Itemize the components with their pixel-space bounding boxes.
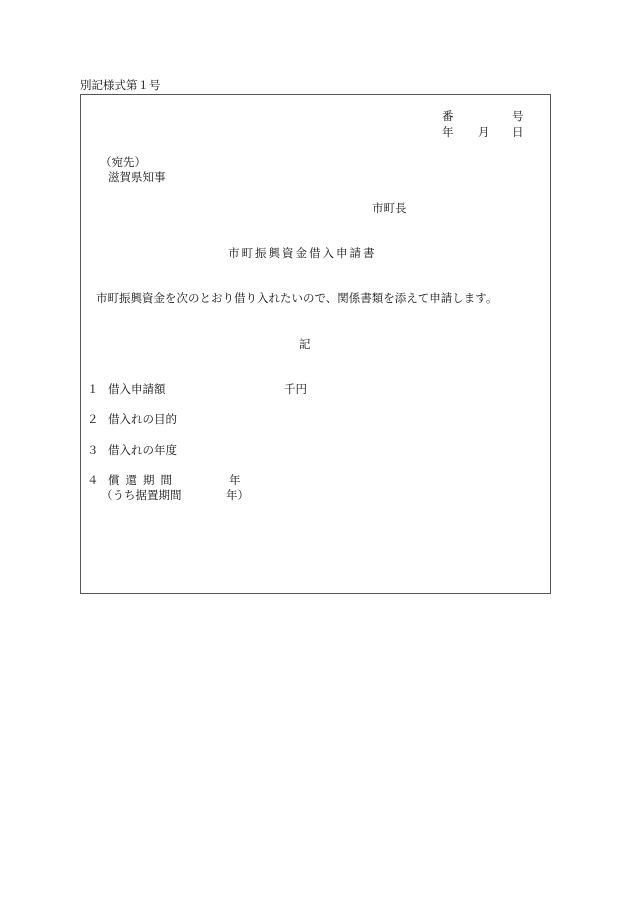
date-month: 月	[478, 125, 490, 139]
item-number: ２	[87, 412, 99, 426]
item-value: 年	[229, 473, 241, 487]
number-label: 番	[442, 109, 454, 123]
item-label: 償還期間	[108, 473, 178, 487]
item-number: ４	[87, 473, 99, 487]
number-suffix: 号	[512, 109, 524, 123]
addressee-label: （宛先）	[100, 155, 146, 169]
document-title: 市町振興資金借入申請書	[228, 246, 377, 260]
item-number: ３	[87, 443, 99, 457]
item-value: 千円	[284, 382, 307, 396]
item-number: １	[87, 382, 99, 396]
sender-title: 市町長	[372, 201, 407, 215]
form-frame	[80, 94, 551, 594]
item-label: 借入れの目的	[108, 412, 177, 426]
body-text: 市町振興資金を次のとおり借り入れたいので、関係書類を添えて申請します。	[96, 291, 498, 305]
item-label: 借入れの年度	[108, 443, 177, 457]
item-label: 借入申請額	[108, 382, 166, 396]
date-day: 日	[512, 125, 524, 139]
ki-mark: 記	[299, 337, 311, 351]
addressee-name: 滋賀県知事	[108, 170, 166, 184]
grace-period-label: （うち据置期間	[101, 488, 182, 502]
date-year: 年	[442, 125, 454, 139]
form-number: 別記様式第１号	[80, 78, 161, 92]
grace-period-value: 年）	[226, 488, 249, 502]
